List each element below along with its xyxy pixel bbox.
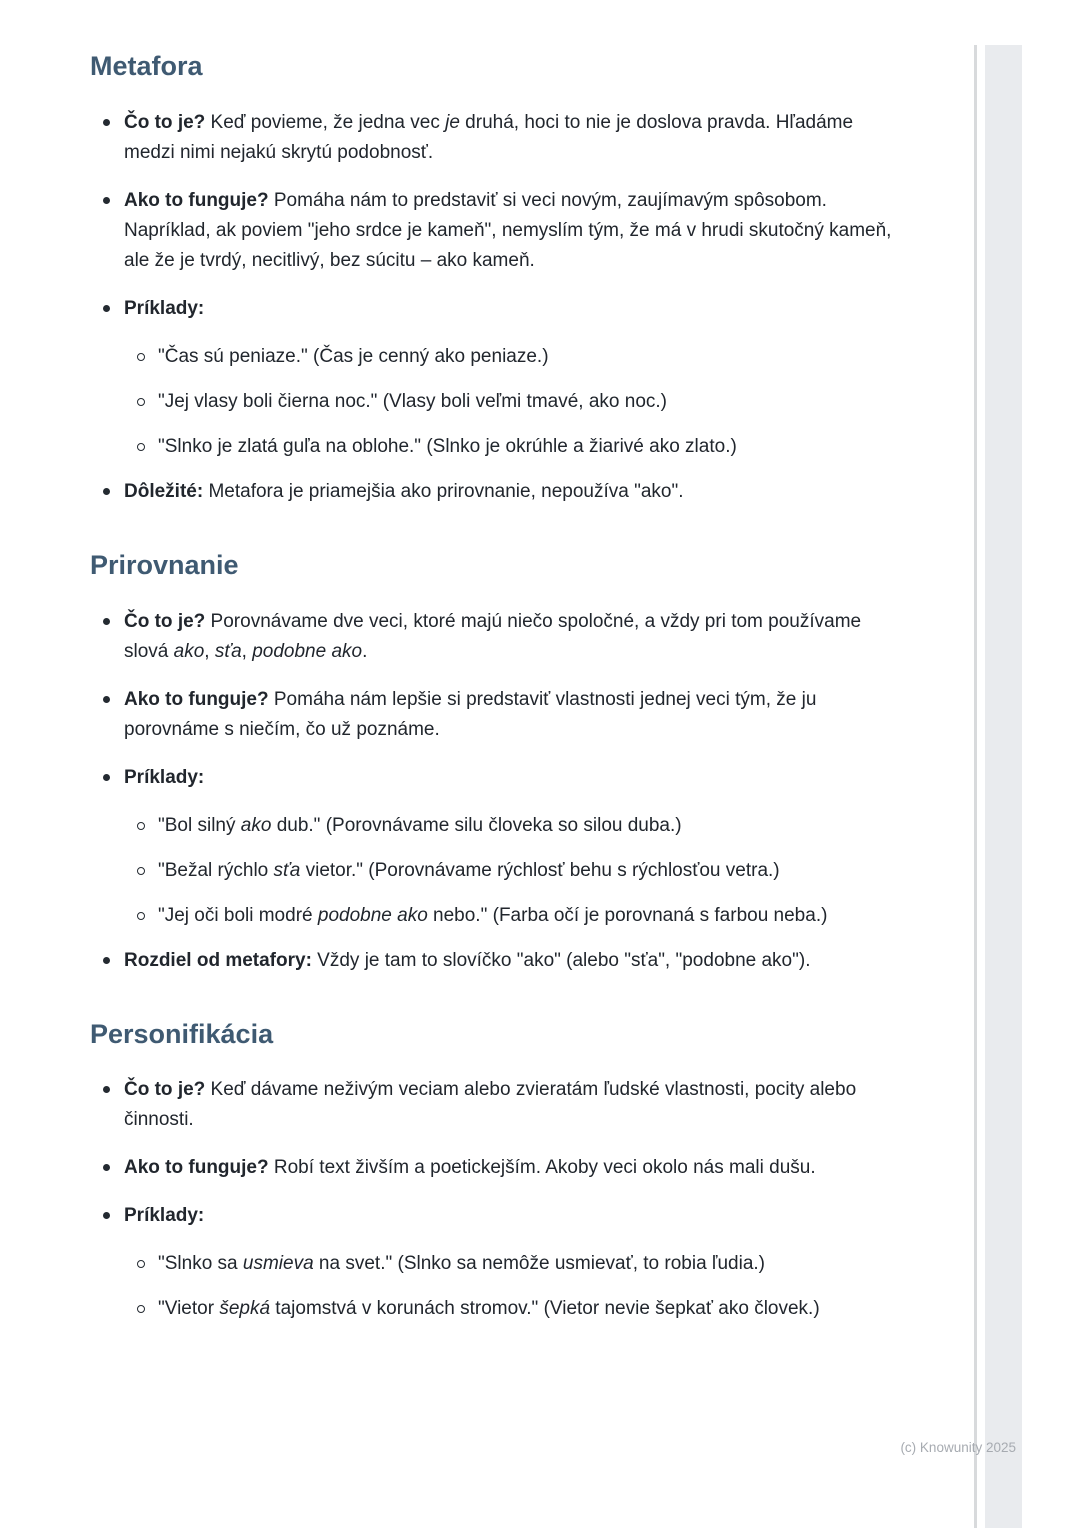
- text-run: Pomáha nám lepšie si predstaviť vlastnosti jednej veci tým, že ju porovnáme s niečím, čo už poznáme.: [124, 688, 817, 740]
- circle-bullet-icon: [136, 1294, 158, 1324]
- bold-text: Čo to je?: [124, 111, 206, 133]
- item-text: [158, 1249, 908, 1279]
- italic-text: ako: [240, 814, 272, 836]
- bullet-item: [90, 477, 908, 507]
- item-text: [158, 342, 908, 372]
- text-run: Porovnávame dve veci, ktoré majú niečo spoločné, a vždy pri tom používame slová: [124, 610, 862, 662]
- circle-bullet-icon: [136, 811, 158, 841]
- text-run: "Jej vlasy boli čierna noc." (Vlasy boli veľmi tmavé, ako noc.): [158, 390, 668, 412]
- italic-text: podobne ako: [317, 904, 428, 926]
- bullet-item: [90, 1153, 908, 1183]
- sub-bullet-item: [90, 901, 908, 931]
- item-text: [124, 763, 908, 793]
- text-run: vietor." (Porovnávame rýchlosť behu s rýchlosťou vetra.): [300, 859, 780, 881]
- sub-bullet-item: [90, 811, 908, 841]
- item-text: [124, 108, 908, 168]
- sub-bullet-item: [90, 1249, 908, 1279]
- text-run: "Slnko sa: [158, 1253, 243, 1275]
- italic-text: sťa: [273, 859, 301, 881]
- bold-text: Ako to funguje?: [124, 688, 269, 710]
- section: [90, 50, 908, 507]
- italic-text: usmieva: [242, 1253, 314, 1275]
- text-run: "Jej oči boli modré: [158, 904, 318, 926]
- bold-text: Rozdiel od metafory:: [124, 949, 312, 971]
- text-run: dub." (Porovnávame silu človeka so silou duba.): [271, 814, 682, 836]
- item-text: [158, 387, 908, 417]
- scrollbar-track[interactable]: [985, 45, 1022, 1528]
- item-text: [124, 477, 908, 507]
- item-text: [124, 1075, 908, 1135]
- item-text: [158, 856, 908, 886]
- sub-bullet-item: [90, 856, 908, 886]
- bullet-item: [90, 763, 908, 793]
- item-text: [124, 1153, 908, 1183]
- bullet-icon: [102, 763, 124, 793]
- circle-bullet-icon: [136, 1249, 158, 1279]
- text-run: nebo." (Farba očí je porovnaná s farbou neba.): [427, 904, 828, 926]
- italic-text: sťa: [214, 640, 242, 662]
- bullet-icon: [102, 1153, 124, 1183]
- italic-text: je: [445, 111, 460, 133]
- text-run: Keď dávame neživým veciam alebo zvieratám ľudské vlastnosti, pocity alebo činnosti.: [124, 1079, 857, 1131]
- item-text: [124, 607, 908, 667]
- copyright-watermark: (c) Knowunity 2025: [900, 1440, 1016, 1455]
- document-page: [90, 50, 908, 1339]
- bullet-item: [90, 607, 908, 667]
- circle-bullet-icon: [136, 342, 158, 372]
- text-run: "Čas sú peniaze." (Čas je cenný ako peniaze.): [158, 345, 549, 367]
- sub-bullet-item: [90, 1294, 908, 1324]
- item-text: [124, 946, 908, 976]
- bullet-item: [90, 685, 908, 745]
- section-title: Metafora: [90, 51, 203, 81]
- bullet-item: [90, 186, 908, 276]
- circle-bullet-icon: [136, 432, 158, 462]
- text-run: "Slnko je zlatá guľa na oblohe." (Slnko je okrúhle a žiarivé ako zlato.): [158, 435, 737, 457]
- bold-text: Čo to je?: [124, 610, 206, 632]
- text-run: "Bol silný: [158, 814, 241, 836]
- italic-text: ako: [173, 640, 205, 662]
- item-text: [158, 432, 908, 462]
- bold-text: Ako to funguje?: [124, 189, 269, 211]
- bullet-icon: [102, 1201, 124, 1231]
- bold-text: Dôležité:: [124, 480, 204, 502]
- text-run: Metafora je priamejšia ako prirovnanie, nepoužíva "ako".: [203, 480, 684, 502]
- page-edge-divider: [974, 45, 977, 1528]
- item-text: [124, 294, 908, 324]
- text-run: .: [362, 640, 368, 662]
- bullet-icon: [102, 108, 124, 168]
- circle-bullet-icon: [136, 856, 158, 886]
- item-text: [158, 1294, 908, 1324]
- bullet-icon: [102, 477, 124, 507]
- text-run: "Bežal rýchlo: [158, 859, 274, 881]
- text-run: Vždy je tam to slovíčko "ako" (alebo "sťa", "podobne ako").: [311, 949, 811, 971]
- section: [90, 1018, 908, 1325]
- bold-text: Príklady:: [124, 297, 205, 319]
- text-run: na svet." (Slnko sa nemôže usmievať, to robia ľudia.): [313, 1253, 765, 1275]
- bold-text: Čo to je?: [124, 1079, 206, 1101]
- item-text: [124, 1201, 908, 1231]
- section-title: Personifikácia: [90, 1018, 274, 1049]
- text-run: ,: [241, 640, 253, 662]
- sub-bullet-item: [90, 432, 908, 462]
- section: [90, 549, 908, 976]
- bullet-item: [90, 1075, 908, 1135]
- text-run: tajomstvá v korunách stromov." (Vietor nevie šepkať ako človek.): [270, 1298, 820, 1320]
- bullet-icon: [102, 607, 124, 667]
- bullet-icon: [102, 294, 124, 324]
- sub-bullet-item: [90, 342, 908, 372]
- section-title: Prirovnanie: [90, 549, 239, 580]
- bullet-icon: [102, 685, 124, 745]
- sections-root: [90, 50, 908, 1324]
- bold-text: Príklady:: [124, 766, 205, 788]
- bullet-item: [90, 1201, 908, 1231]
- bullet-icon: [102, 946, 124, 976]
- item-text: [124, 685, 908, 745]
- item-text: [158, 901, 908, 931]
- bold-text: Príklady:: [124, 1205, 205, 1227]
- text-run: druhá, hoci to nie je doslova pravda. Hľadáme medzi nimi nejakú skrytú podobnosť.: [124, 111, 854, 163]
- bullet-item: [90, 946, 908, 976]
- bullet-icon: [102, 1075, 124, 1135]
- text-run: ,: [204, 640, 215, 662]
- italic-text: podobne ako: [252, 640, 363, 662]
- item-text: [158, 811, 908, 841]
- bold-text: Ako to funguje?: [124, 1157, 269, 1179]
- text-run: Pomáha nám to predstaviť si veci novým, zaujímavým spôsobom. Napríklad, ak poviem "jeho srdce je kameň", nemyslím tým, že má v hrudi skutočný kameň, ale že je tvrdý, necitlivý, bez súcitu – ako kameň.: [124, 189, 892, 271]
- bullet-icon: [102, 186, 124, 276]
- italic-text: šepká: [219, 1298, 271, 1320]
- bullet-item: [90, 108, 908, 168]
- bullet-item: [90, 294, 908, 324]
- text-run: Keď povieme, že jedna vec: [205, 111, 446, 133]
- sub-bullet-item: [90, 387, 908, 417]
- text-run: "Vietor: [158, 1298, 220, 1320]
- item-text: [124, 186, 908, 276]
- text-run: Robí text živším a poetickejším. Akoby veci okolo nás mali dušu.: [268, 1157, 816, 1179]
- circle-bullet-icon: [136, 387, 158, 417]
- circle-bullet-icon: [136, 901, 158, 931]
